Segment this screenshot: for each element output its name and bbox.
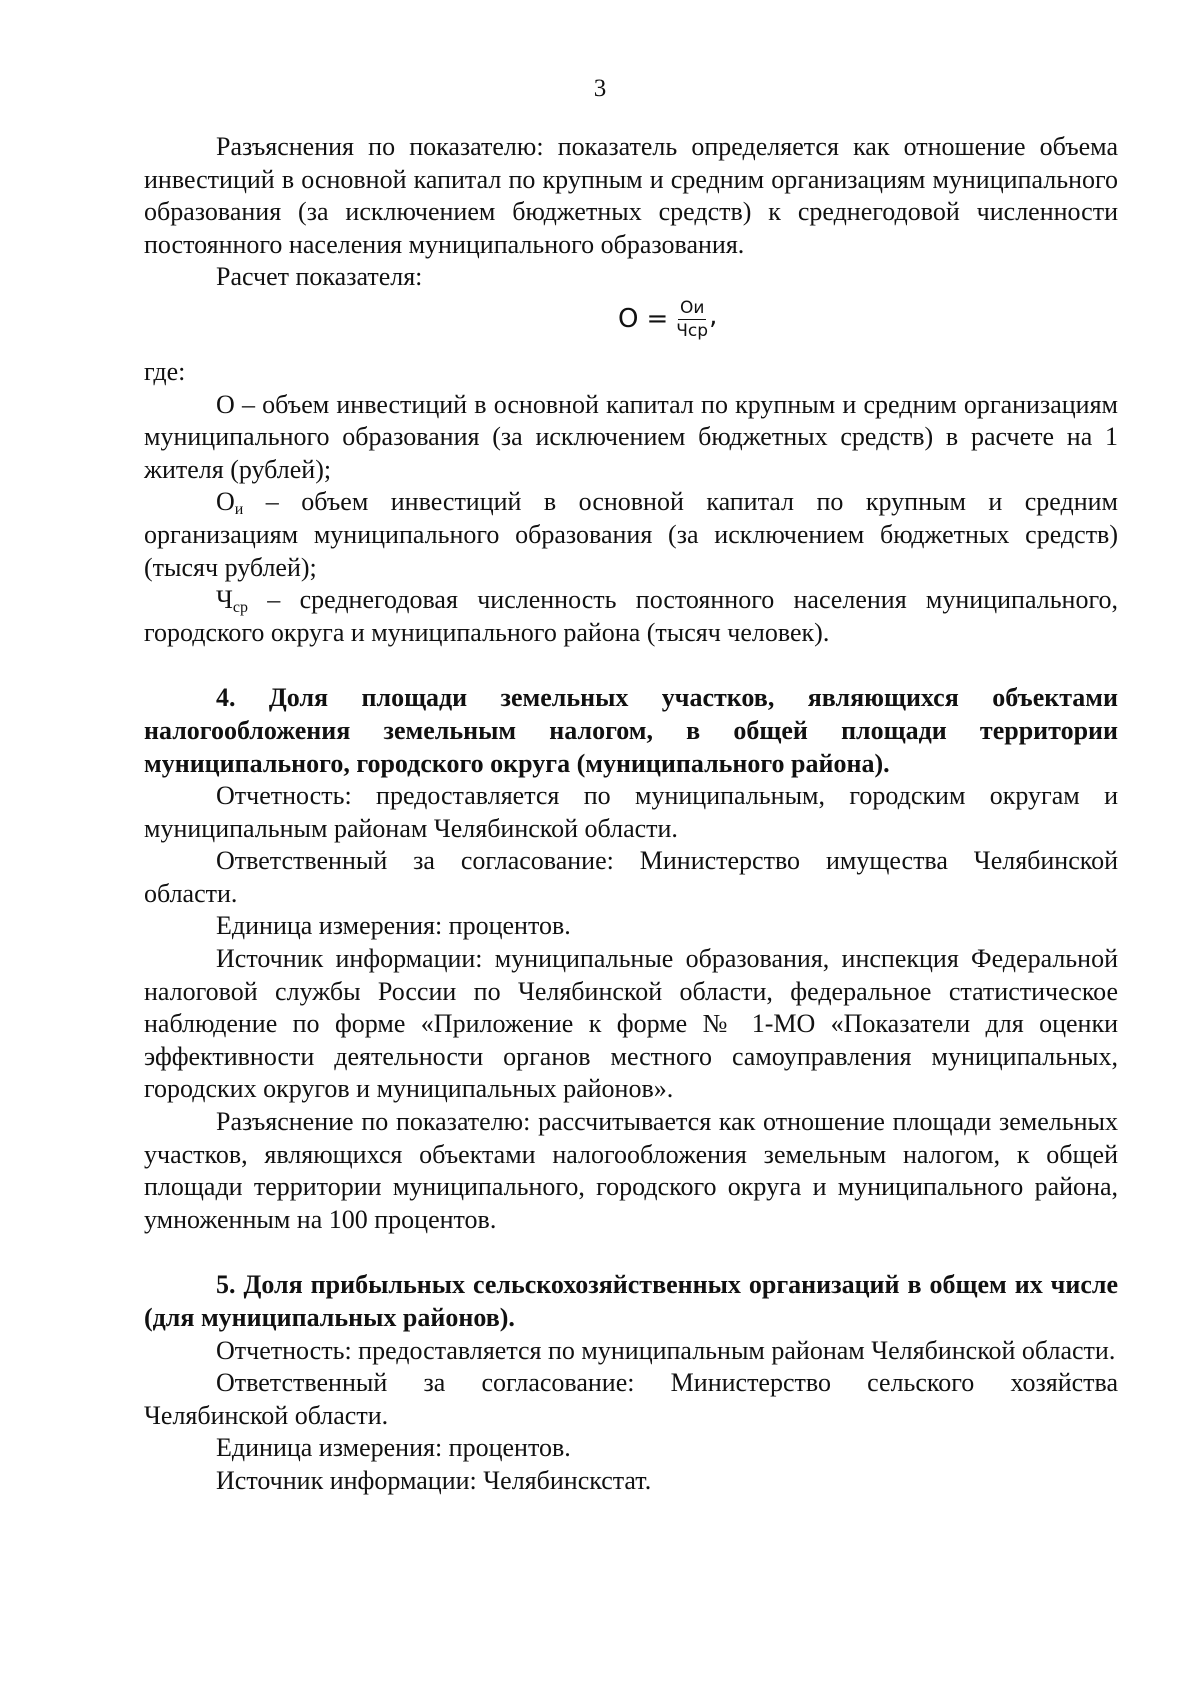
- definition-chsr-subscript: ср: [232, 599, 249, 617]
- page-number: 3: [593, 75, 607, 102]
- document-body: [144, 131, 1118, 1498]
- spacer: [144, 1236, 1118, 1269]
- calculation-label: Расчет показателя:: [216, 262, 423, 292]
- definition-chsr-symbol: Ч: [216, 585, 233, 615]
- definition-oi-symbol: О: [216, 487, 235, 517]
- formula-denominator: Чср: [676, 320, 709, 341]
- definition-oi: [144, 486, 1118, 584]
- definition-chsr: [144, 584, 1118, 649]
- spacer: [144, 649, 1118, 682]
- section-5-reporting: Отчетность: предоставляется по муниципальным районам Челябинской области.: [216, 1335, 1116, 1365]
- formula-numerator: Ои: [679, 297, 705, 318]
- section-4-responsible: Ответственный за согласование: Министерство имущества Челябинской области.: [144, 846, 1118, 908]
- formula-comma: ,: [709, 301, 718, 332]
- section-4-source: Источник информации: муниципальные образования, инспекция Федеральной налоговой службы России по Челябинской области, федеральное статистическое наблюдение по форме «Приложение к форме № 1-МО «Показатели для оценки эффективности деятельности органов местного самоуправления муниципальных, городских округов и муниципальных районов».: [144, 944, 1118, 1104]
- formula-lhs: О: [618, 304, 639, 335]
- formula-fraction: [676, 298, 708, 341]
- section-4-reporting: Отчетность: предоставляется по муниципальным, городским округам и муниципальным районам Челябинской области.: [144, 781, 1118, 843]
- section-5-responsible: Ответственный за согласование: Министерство сельского хозяйства Челябинской области.: [144, 1368, 1118, 1430]
- section-4-heading: 4. Доля площади земельных участков, являющихся объектами налогообложения земельным налогом, в общей площади территории муниципального, городского округа (муниципального района).: [144, 683, 1118, 778]
- formula-equals: =: [646, 304, 669, 335]
- definition-oi-text: – объем инвестиций в основной капитал по крупным и средним организациям муниципального образования (за исключением бюджетных средств) (тысяч рублей);: [144, 487, 1118, 582]
- definition-oi-subscript: и: [234, 501, 244, 519]
- section-4-explanation: Разъяснение по показателю: рассчитывается как отношение площади земельных участков, являющихся объектами налогообложения земельным налогом, к общей площади территории муниципального, городского округа и муниципального района, умноженным на 100 процентов.: [144, 1107, 1118, 1234]
- definition-o: О – объем инвестиций в основной капитал по крупным и средним организациям муниципального образования (за исключением бюджетных средств) в расчете на 1 жителя (рублей);: [144, 389, 1118, 484]
- formula: [144, 294, 1118, 356]
- section-4-unit: Единица измерения: процентов.: [216, 911, 571, 941]
- where-label: где:: [144, 356, 186, 386]
- indicator-explanation: Разъяснения по показателю: показатель определяется как отношение объема инвестиций в основной капитал по крупным и средним организациям муниципального образования (за исключением бюджетных средств) к среднегодовой численности постоянного населения муниципального образования.: [144, 132, 1118, 259]
- section-5-source: Источник информации: Челябинскстат.: [216, 1465, 652, 1495]
- definition-chsr-text: – среднегодовая численность постоянного населения муниципального, городского округа и муниципального района (тысяч человек).: [144, 585, 1118, 647]
- section-5-unit: Единица измерения: процентов.: [216, 1433, 571, 1463]
- section-5-heading: 5. Доля прибыльных сельскохозяйственных организаций в общем их числе (для муниципальных районов).: [144, 1270, 1118, 1332]
